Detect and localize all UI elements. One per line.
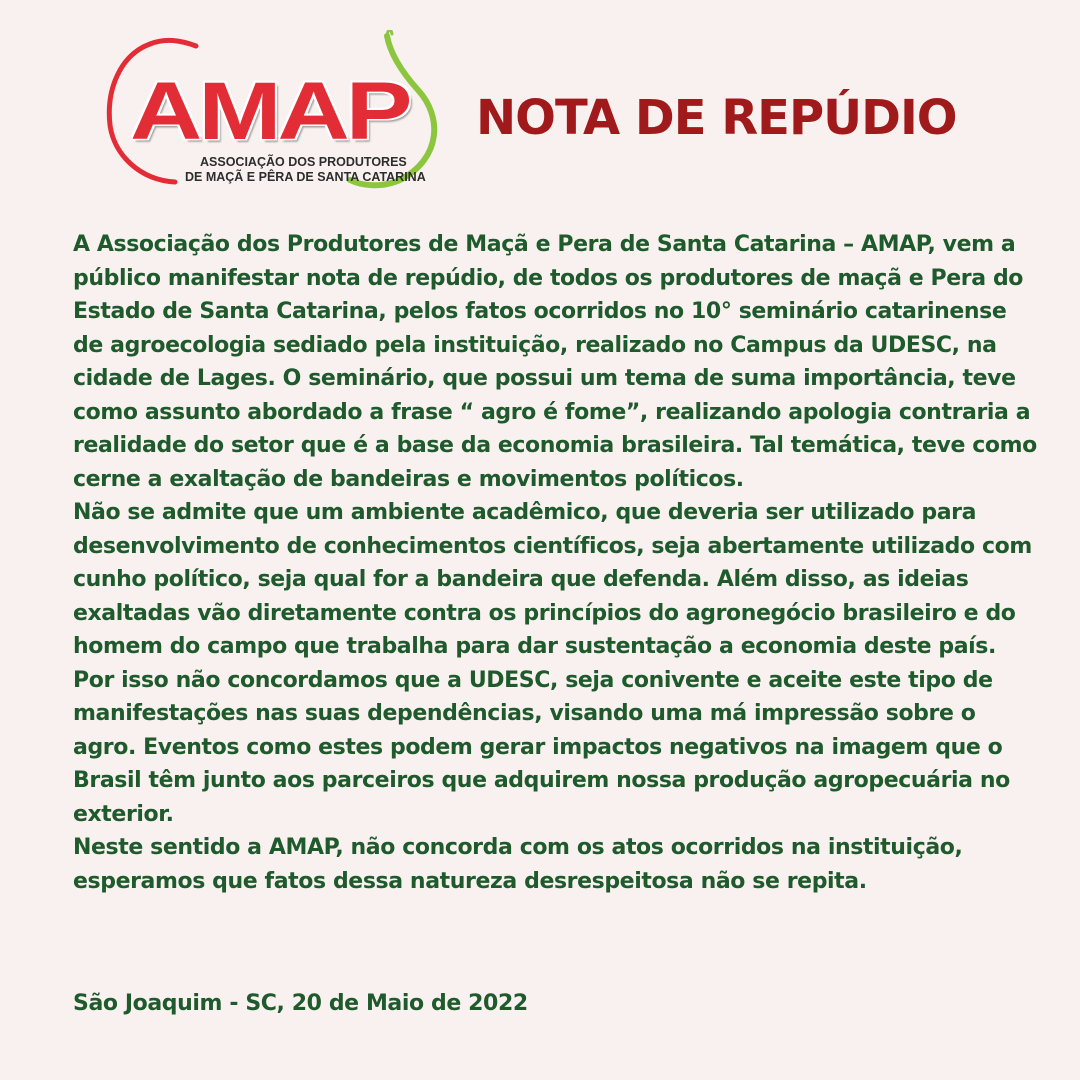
page-title: NOTA DE REPÚDIO (476, 90, 957, 146)
amap-logo (100, 30, 450, 190)
paragraph-3: Por isso não concordamos que a UDESC, seja conivente e aceite este tipo de manifestações nas suas dependências, visando uma má impressão sobre o agro. Eventos como estes podem gerar impactos negativos na imagem que o Brasil têm junto aos parceiros que adquirem nossa produção agropecuária no exterior. (73, 667, 1010, 827)
logo-subtitle-line1: ASSOCIAÇÃO DOS PRODUTORES (200, 155, 407, 169)
paragraph-2: Não se admite que um ambiente acadêmico, que deveria ser utilizado para desenvolvimento de conhecimentos científicos, seja abertamente utilizado com cunho político, seja qual for a bandeira que defenda. Além disso, as ideias exaltadas vão diretamente contra os princípios do agronegócio brasileiro e do homem do campo que trabalha para dar sustentação a economia deste país. (73, 500, 1032, 659)
note-body (73, 228, 1043, 898)
header (0, 0, 1080, 200)
place-date: São Joaquim - SC, 20 de Maio de 2022 (73, 991, 528, 1016)
logo-acronym: AMAP (130, 65, 409, 157)
paragraph-1: A Associação dos Produtores de Maçã e Pera de Santa Catarina – AMAP, vem a público manifestar nota de repúdio, de todos os produtores de maçã e Pera do Estado de Santa Catarina, pelos fatos ocorridos no 10° seminário catarinense de agroecologia sediado pela instituição, realizado no Campus da UDESC, na cidade de Lages. O seminário, que possui um tema de suma importância, teve como assunto abordado a frase “ agro é fome”, realizando apologia contraria a realidade do setor que é a base da economia brasileira. Tal temática, teve como cerne a exaltação de bandeiras e movimentos políticos. (73, 232, 1037, 492)
paragraph-4: Neste sentido a AMAP, não concorda com os atos ocorridos na instituição, esperamos que fatos dessa natureza desrespeitosa não se repita. (73, 835, 963, 894)
logo-subtitle-line2: DE MAÇÃ E PÊRA DE SANTA CATARINA (185, 170, 426, 184)
